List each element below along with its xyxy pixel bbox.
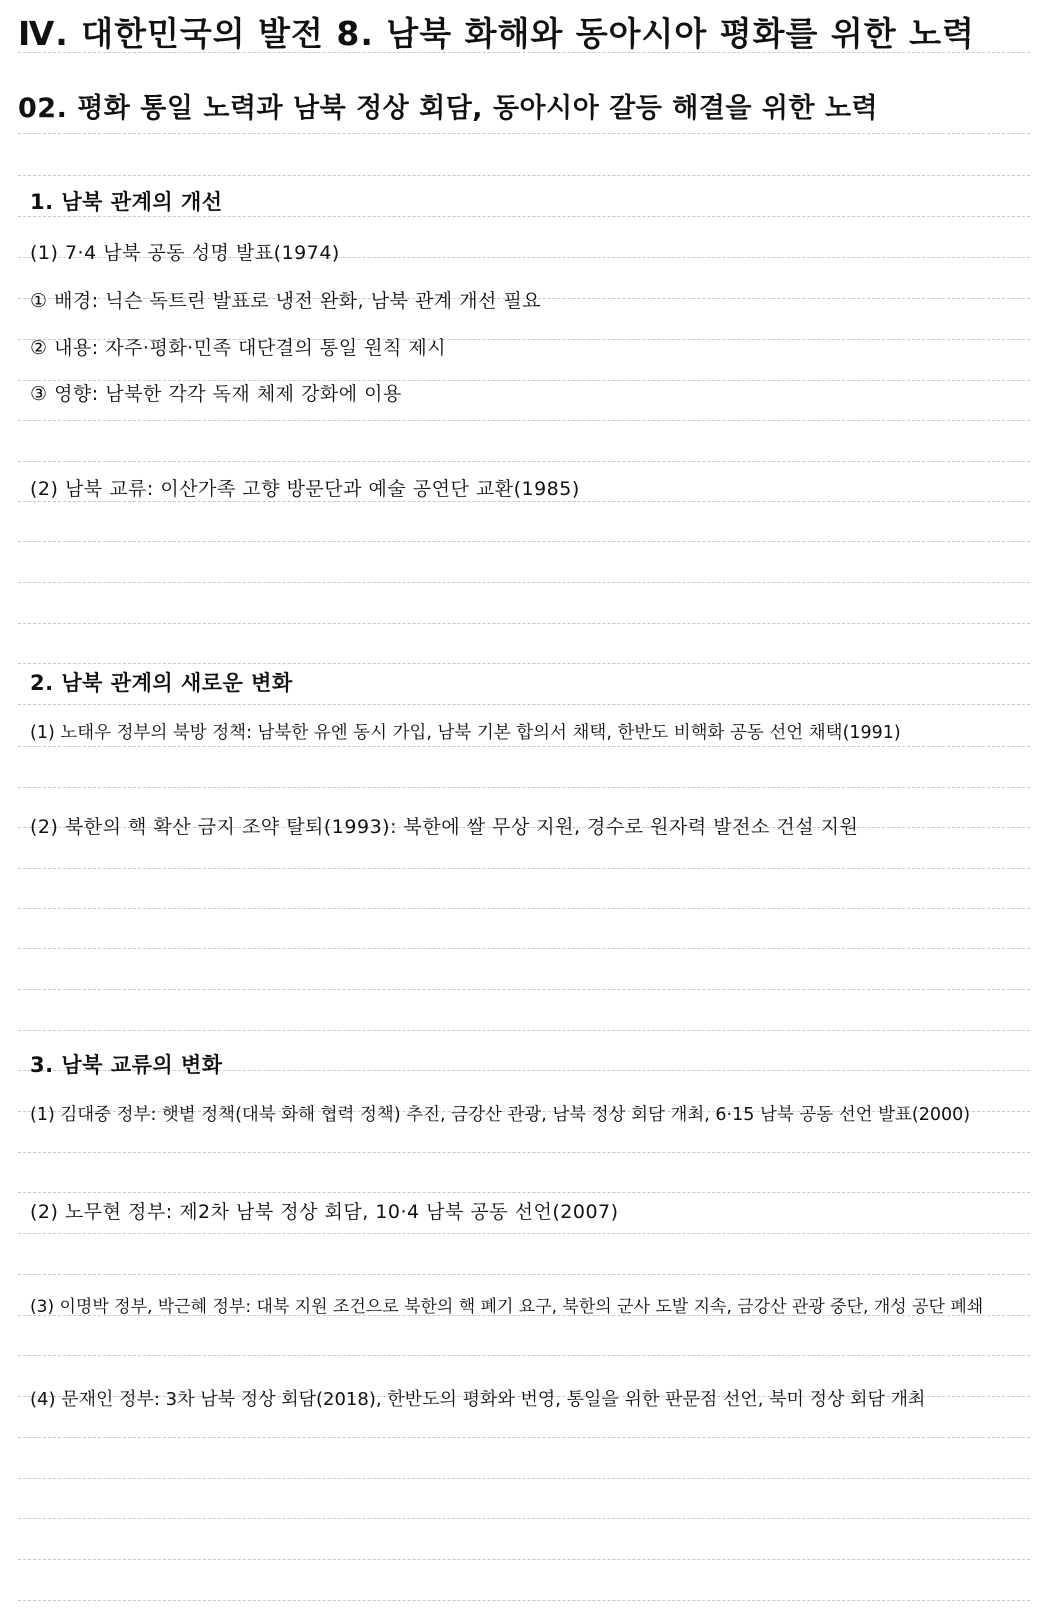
ruled-line [18, 1233, 1030, 1234]
ruled-line [18, 1518, 1030, 1519]
ruled-line [18, 1355, 1030, 1356]
section-2-heading: 2. 남북 관계의 새로운 변화 [30, 671, 293, 695]
section-3-item-4: (4) 문재인 정부: 3차 남북 정상 회담(2018), 한반도의 평화와 번영, 통일을 위한 판문점 선언, 북미 정상 회담 개최 [30, 1389, 926, 1410]
section-3-heading: 3. 남북 교류의 변화 [30, 1053, 223, 1077]
ruled-line [18, 1478, 1030, 1479]
chapter-title: Ⅳ. 대한민국의 발전 8. 남북 화해와 동아시아 평화를 위한 노력 [18, 14, 975, 53]
section-1-sub-3: ③ 영향: 남북한 각각 독재 체제 강화에 이용 [30, 383, 402, 405]
section-1-item-1: (1) 7·4 남북 공동 성명 발표(1974) [30, 242, 340, 264]
section-3-item-1: (1) 김대중 정부: 햇볕 정책(대북 화해 협력 정책) 추진, 금강산 관광, 남북 정상 회담 개최, 6·15 남북 공동 선언 발표(2000) [30, 1105, 971, 1125]
ruled-line [18, 1192, 1030, 1193]
section-1-heading: 1. 남북 관계의 개선 [30, 190, 223, 214]
ruled-line [18, 663, 1030, 664]
ruled-line [18, 868, 1030, 869]
ruled-line [18, 1030, 1030, 1031]
ruled-line [18, 582, 1030, 583]
section-2-item-2: (2) 북한의 핵 확산 금지 조약 탈퇴(1993): 북한에 쌀 무상 지원, 경수로 원자력 발전소 건설 지원 [30, 816, 859, 838]
ruled-line [18, 908, 1030, 909]
section-3-item-3: (3) 이명박 정부, 박근혜 정부: 대북 지원 조건으로 북한의 핵 폐기 요구, 북한의 군사 도발 지속, 금강산 관광 중단, 개성 공단 폐쇄 [30, 1297, 984, 1317]
ruled-line [18, 501, 1030, 502]
ruled-line [18, 989, 1030, 990]
ruled-line [18, 541, 1030, 542]
section-3-item-2: (2) 노무현 정부: 제2차 남북 정상 회담, 10·4 남북 공동 선언(2007) [30, 1201, 619, 1223]
ruled-line [18, 787, 1030, 788]
ruled-line [18, 1274, 1030, 1275]
ruled-line [18, 175, 1030, 176]
section-1-sub-2: ② 내용: 자주·평화·민족 대단결의 통일 원칙 제시 [30, 337, 447, 359]
section-1-sub-1: ① 배경: 닉슨 독트린 발표로 냉전 완화, 남북 관계 개선 필요 [30, 290, 542, 312]
ruled-line [18, 1152, 1030, 1153]
ruled-line [18, 1559, 1030, 1560]
lesson-title: 02. 평화 통일 노력과 남북 정상 회담, 동아시아 갈등 해결을 위한 노력 [18, 93, 879, 124]
section-1-item-2: (2) 남북 교류: 이산가족 고향 방문단과 예술 공연단 교환(1985) [30, 478, 580, 500]
ruled-line [18, 461, 1030, 462]
section-2-item-1: (1) 노태우 정부의 북방 정책: 남북한 유엔 동시 가입, 남북 기본 합의서 채택, 한반도 비핵화 공동 선언 채택(1991) [30, 723, 901, 743]
ruled-line [18, 704, 1030, 705]
ruled-line [18, 1437, 1030, 1438]
ruled-line [18, 133, 1030, 134]
ruled-line [18, 746, 1030, 747]
ruled-line [18, 420, 1030, 421]
ruled-line [18, 623, 1030, 624]
ruled-line [18, 216, 1030, 217]
ruled-line [18, 1600, 1030, 1601]
ruled-line [18, 948, 1030, 949]
